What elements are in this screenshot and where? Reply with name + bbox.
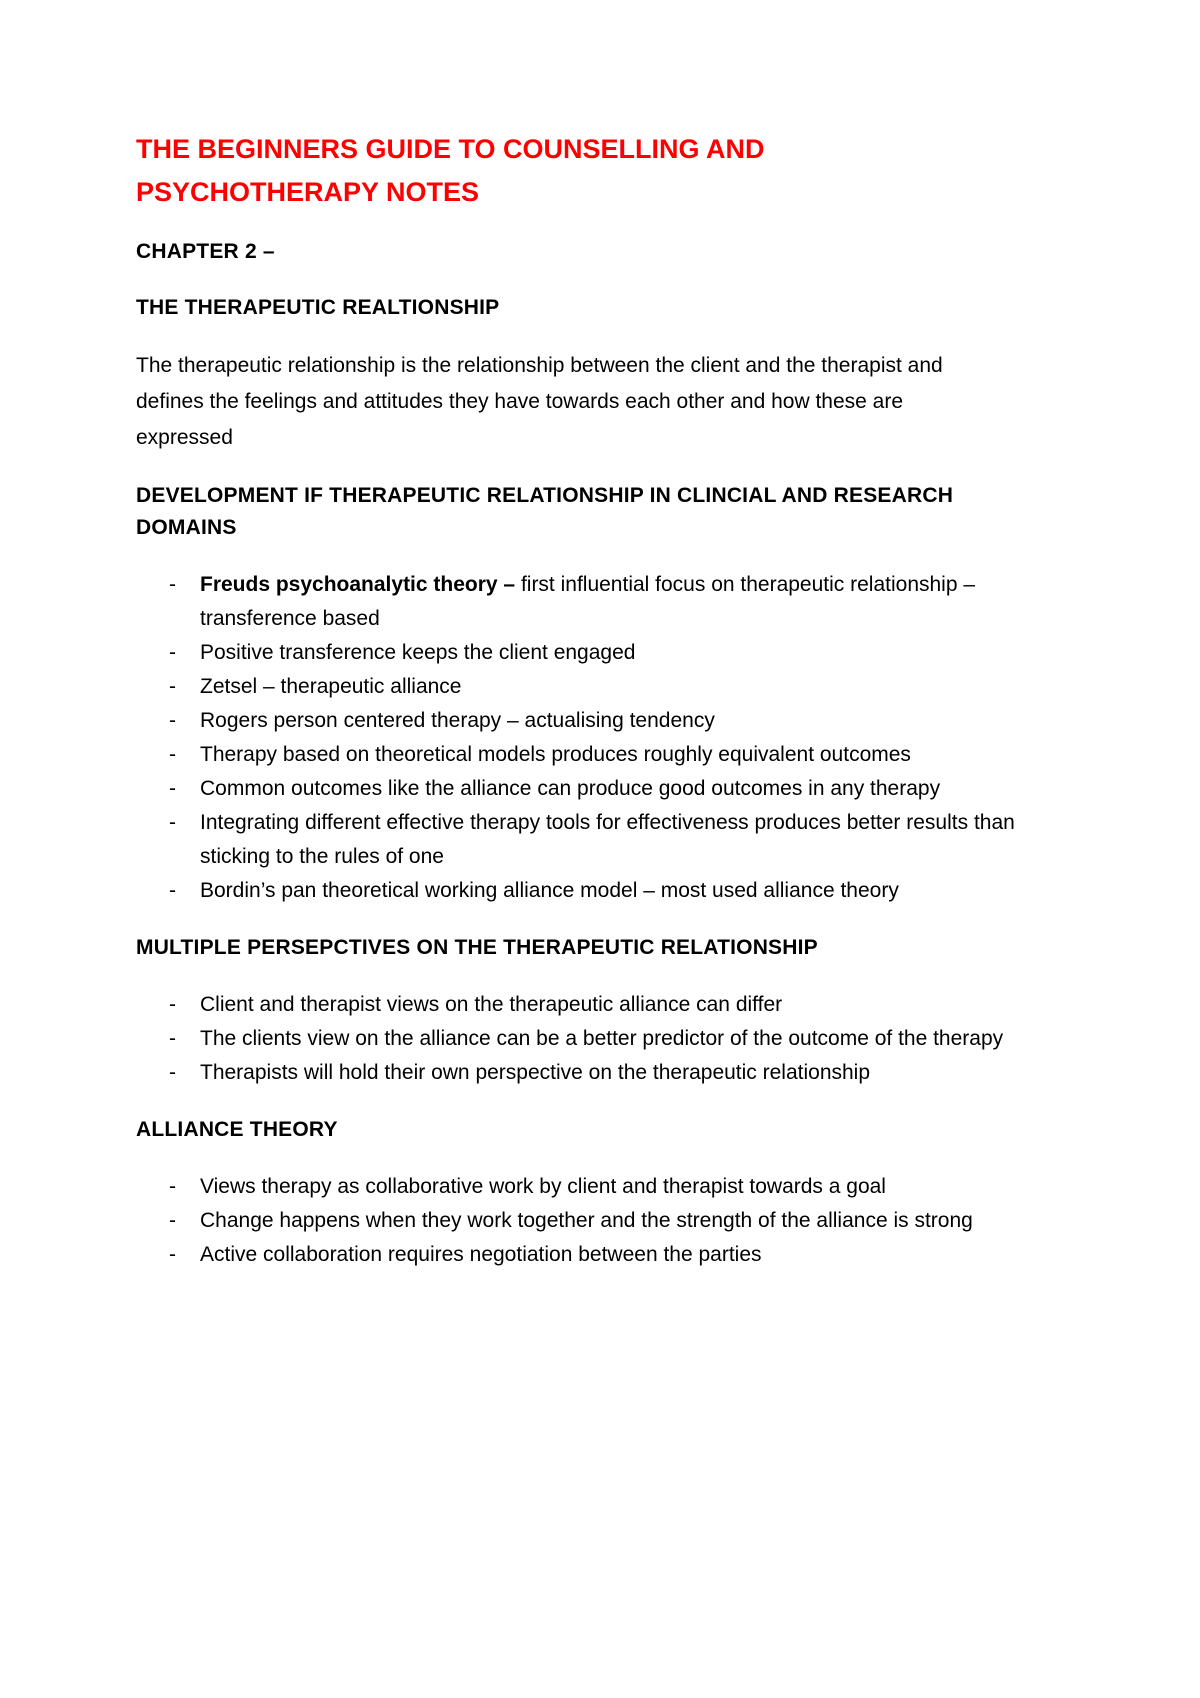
list-item-text: Change happens when they work together and the strength of the alliance is strong bbox=[200, 1209, 973, 1232]
bullet-marker: - bbox=[169, 675, 176, 698]
bullet-marker: - bbox=[169, 1027, 176, 1050]
list-item bbox=[136, 670, 1060, 704]
list-item-text: The clients view on the alliance can be a better predictor of the outcome of the therapy bbox=[200, 1027, 1004, 1050]
list-item bbox=[136, 1056, 1060, 1090]
list-item bbox=[136, 988, 1060, 1022]
list-item-text: Bordin’s pan theoretical working alliance model – most used alliance theory bbox=[200, 879, 899, 902]
bullet-marker: - bbox=[169, 993, 176, 1016]
bullet-marker: - bbox=[169, 777, 176, 800]
list-item bbox=[136, 1022, 1060, 1056]
section-heading-therapeutic-relationship: THE THERAPEUTIC REALTIONSHIP bbox=[136, 296, 500, 319]
bullet-list bbox=[136, 568, 1060, 908]
bullet-marker: - bbox=[169, 1209, 176, 1232]
list-item bbox=[136, 806, 1060, 874]
chapter-label: CHAPTER 2 – bbox=[136, 240, 275, 263]
list-item-lead: Freuds psychoanalytic theory – bbox=[200, 573, 521, 596]
section-heading: MULTIPLE PERSEPCTIVES ON THE THERAPEUTIC RELATIONSHIP bbox=[136, 936, 818, 959]
list-item-text: Active collaboration requires negotiation between the parties bbox=[200, 1243, 762, 1266]
bullet-list bbox=[136, 988, 1060, 1090]
list-item bbox=[136, 636, 1060, 670]
list-item bbox=[136, 1204, 1060, 1238]
bullet-marker: - bbox=[169, 811, 176, 834]
sections-container bbox=[136, 480, 1060, 1272]
list-item-text: Client and therapist views on the therapeutic alliance can differ bbox=[200, 993, 783, 1016]
bullet-marker: - bbox=[169, 743, 176, 766]
section-heading: DEVELOPMENT IF THERAPEUTIC RELATIONSHIP IN CLINCIAL AND RESEARCH DOMAINS bbox=[136, 484, 954, 539]
list-item bbox=[136, 568, 1060, 636]
list-item bbox=[136, 1170, 1060, 1204]
bullet-marker: - bbox=[169, 709, 176, 732]
list-item-text: Therapy based on theoretical models produces roughly equivalent outcomes bbox=[200, 743, 911, 766]
list-item-text: Therapists will hold their own perspective on the therapeutic relationship bbox=[200, 1061, 871, 1084]
bullet-marker: - bbox=[169, 1061, 176, 1084]
list-item bbox=[136, 772, 1060, 806]
list-item bbox=[136, 704, 1060, 738]
list-item-text: Positive transference keeps the client engaged bbox=[200, 641, 636, 664]
list-item bbox=[136, 874, 1060, 908]
list-item bbox=[136, 738, 1060, 772]
bullet-marker: - bbox=[169, 573, 176, 596]
bullet-marker: - bbox=[169, 641, 176, 664]
document-title: THE BEGINNERS GUIDE TO COUNSELLING AND PSYCHOTHERAPY NOTES bbox=[136, 134, 765, 207]
intro-paragraph: The therapeutic relationship is the relationship between the client and the therapist and defines the feelings and attitudes they have towards each other and how these are expressed bbox=[136, 354, 943, 449]
bullet-marker: - bbox=[169, 1175, 176, 1198]
list-item-text: Zetsel – therapeutic alliance bbox=[200, 675, 462, 698]
list-item bbox=[136, 1238, 1060, 1272]
list-item-text: first influential focus on therapeutic relationship – transference based bbox=[200, 573, 976, 630]
bullet-marker: - bbox=[169, 879, 176, 902]
list-item-text: Views therapy as collaborative work by client and therapist towards a goal bbox=[200, 1175, 886, 1198]
list-item-text: Integrating different effective therapy tools for effectiveness produces better results than sticking to the rules of one bbox=[200, 811, 1015, 868]
list-item-text: Common outcomes like the alliance can produce good outcomes in any therapy bbox=[200, 777, 941, 800]
list-item-text: Rogers person centered therapy – actualising tendency bbox=[200, 709, 715, 732]
bullet-marker: - bbox=[169, 1243, 176, 1266]
bullet-list bbox=[136, 1170, 1060, 1272]
section-heading: ALLIANCE THEORY bbox=[136, 1118, 338, 1141]
